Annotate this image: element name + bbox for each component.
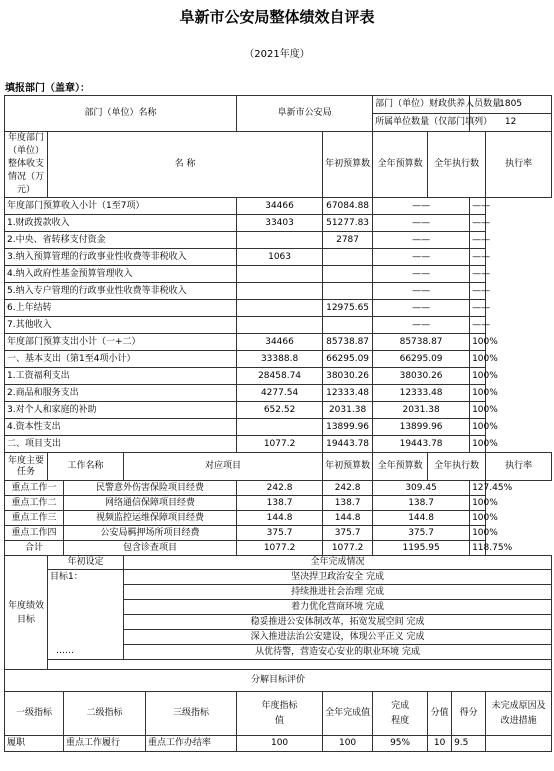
budget-header-full: 全年预算数 — [373, 132, 428, 198]
goals-section-label: 年度绩效目标 — [5, 556, 48, 670]
budget-header-executed: 全年执行数 — [428, 132, 486, 198]
task-row-project: 视频监控运维保障项目经费 — [64, 511, 237, 526]
budget-row-executed: —— — [373, 215, 470, 232]
ind-header-level3: 三级指标 — [146, 692, 237, 736]
task-row-work: 重点工作一 — [5, 481, 64, 496]
budget-row-initial: 34466 — [237, 334, 323, 351]
budget-row-rate: —— — [470, 198, 486, 215]
task-row-full: 242.8 — [323, 481, 373, 496]
budget-row-full: 67084.88 — [323, 198, 373, 215]
budget-row-executed: 66295.09 — [373, 351, 470, 368]
indicator-row — [5, 736, 552, 752]
ind-level2: 重点工作履行 — [64, 736, 146, 752]
unit-count-label: 所属单位数量（仅部门填列） — [373, 114, 470, 132]
fill-department-label: 填报部门（盖章）： — [5, 83, 90, 94]
budget-row-rate: —— — [470, 317, 486, 334]
report-year: （2021年度） — [244, 49, 310, 60]
task-row-project: 包含诊查项目 — [64, 541, 237, 556]
tasks-header-full: 全年预算数 — [373, 453, 428, 481]
task-row-initial: 138.7 — [237, 496, 323, 511]
budget-row — [5, 419, 552, 436]
budget-row-executed: —— — [373, 317, 470, 334]
budget-header-initial: 年初预算数 — [323, 132, 373, 198]
ind-header-score: 得分 — [452, 692, 486, 736]
budget-row-executed: —— — [373, 232, 470, 249]
budget-row-executed: —— — [373, 300, 470, 317]
task-row-initial: 144.8 — [237, 511, 323, 526]
goal-line: 深入推进法治公安建设，体现公平正义 完成 — [124, 630, 552, 645]
budget-row-name: 3.纳入预算管理的行政事业性收费等非税收入 — [5, 249, 237, 266]
task-row-rate: 100% — [470, 526, 486, 541]
budget-row-name: 5.纳入专户管理的行政事业性收费等非税收入 — [5, 283, 237, 300]
budget-row — [5, 402, 552, 419]
ind-degree: 95% — [373, 736, 428, 752]
task-row-initial: 375.7 — [237, 526, 323, 541]
budget-row-name: 1.财政拨款收入 — [5, 215, 237, 232]
budget-row-initial: 28458.74 — [237, 368, 323, 385]
budget-row-name: 6.上年结转 — [5, 300, 237, 317]
ind-header-actual: 全年完成值 — [323, 692, 373, 736]
task-row-full: 375.7 — [323, 526, 373, 541]
page-title: 阜新市公安局整体绩效自评表 — [179, 8, 375, 26]
task-row-executed: 375.7 — [373, 526, 470, 541]
budget-row-name: 4.纳入政府性基金预算管理收入 — [5, 266, 237, 283]
task-row-project: 公安局羁押场所项目经费 — [64, 526, 237, 541]
task-row — [5, 541, 552, 556]
ind-header-level1: 一级指标 — [5, 692, 64, 736]
goals-header-completion: 全年完成情况 — [124, 556, 552, 570]
tasks-header-executed: 全年执行数 — [428, 453, 486, 481]
budget-row-executed: 2031.38 — [373, 402, 470, 419]
ind-header-reason: 未完成原因及改进措施 — [486, 692, 552, 736]
budget-row-executed: 85738.87 — [373, 334, 470, 351]
budget-row-rate: 100% — [470, 436, 486, 453]
budget-row-rate: —— — [470, 232, 486, 249]
goals-header-initial: 年初设定 — [48, 556, 124, 570]
budget-row-name: 2.商品和服务支出 — [5, 385, 237, 402]
budget-row — [5, 317, 552, 334]
task-row-rate: 100% — [470, 511, 486, 526]
ind-level3: 重点工作办结率 — [146, 736, 237, 752]
budget-row — [5, 351, 552, 368]
task-row-executed: 144.8 — [373, 511, 470, 526]
ind-header-level2: 二级指标 — [64, 692, 146, 736]
budget-row-rate: —— — [470, 249, 486, 266]
task-row-rate: 127.45% — [470, 481, 486, 496]
task-row-project: 民警意外伤害保险项目经费 — [64, 481, 237, 496]
budget-row-rate: —— — [470, 300, 486, 317]
task-row-work: 重点工作四 — [5, 526, 64, 541]
budget-row-initial — [237, 419, 323, 436]
budget-row-initial: 33388.8 — [237, 351, 323, 368]
budget-row-rate: —— — [470, 283, 486, 300]
budget-row-executed: 13899.96 — [373, 419, 470, 436]
budget-section-label: 年度部门（单位）整体收支情况（万元） — [5, 132, 48, 198]
dept-name-label: 部门（单位）名称 — [5, 96, 237, 132]
budget-row-rate: 100% — [470, 351, 486, 368]
budget-row-rate: 100% — [470, 334, 486, 351]
budget-row — [5, 249, 552, 266]
budget-row-executed: 19443.78 — [373, 436, 470, 453]
budget-row-full — [323, 249, 373, 266]
goal-line: 从优待警，营造安心安业的职业环境 完成 — [124, 645, 552, 660]
budget-row — [5, 385, 552, 402]
goal-line: 持续推进社会治理 完成 — [124, 585, 552, 600]
tasks-section-label: 年度主要任务 — [5, 453, 48, 481]
task-row — [5, 496, 552, 511]
goal-line: 稳妥推进公安体制改革，拓宽发展空间 完成 — [124, 615, 552, 630]
budget-row-initial: 1077.2 — [237, 436, 323, 453]
staff-count-label: 部门（单位）财政供养人员数量 — [373, 96, 470, 114]
budget-row — [5, 436, 552, 453]
budget-row-initial — [237, 232, 323, 249]
budget-row-executed: 12333.48 — [373, 385, 470, 402]
budget-row-rate: —— — [470, 215, 486, 232]
budget-row-name: 年度部门预算收入小计（1至7项） — [5, 198, 237, 215]
budget-row-full: 12975.65 — [323, 300, 373, 317]
budget-row-initial: 4277.54 — [237, 385, 323, 402]
budget-header-name: 名 称 — [48, 132, 323, 198]
budget-row-executed: —— — [373, 283, 470, 300]
budget-row-executed: —— — [373, 198, 470, 215]
budget-header-rate: 执行率 — [486, 132, 552, 198]
budget-row-name: 7.其他收入 — [5, 317, 237, 334]
task-row — [5, 511, 552, 526]
task-row-rate: 100% — [470, 496, 486, 511]
task-row-full: 144.8 — [323, 511, 373, 526]
task-row-full: 138.7 — [323, 496, 373, 511]
goal-target-label: 目标1： — [48, 570, 124, 585]
goal-ellipsis: …… — [48, 645, 124, 660]
budget-row-rate: 100% — [470, 402, 486, 419]
budget-row-rate: 100% — [470, 385, 486, 402]
task-row-work: 重点工作二 — [5, 496, 64, 511]
budget-row-rate: 100% — [470, 419, 486, 436]
task-row-work: 重点工作三 — [5, 511, 64, 526]
budget-row-executed: 38030.26 — [373, 368, 470, 385]
budget-row-name: 1.工资福利支出 — [5, 368, 237, 385]
budget-row-full: 85738.87 — [323, 334, 373, 351]
tasks-header-project: 对应项目 — [124, 453, 323, 481]
budget-row-full: 51277.83 — [323, 215, 373, 232]
budget-row-full: 13899.96 — [323, 419, 373, 436]
budget-row-initial — [237, 300, 323, 317]
budget-row-name: 一、基本支出（第1至4项小计） — [5, 351, 237, 368]
budget-row — [5, 198, 552, 215]
budget-row-rate: 100% — [470, 368, 486, 385]
budget-row-initial — [237, 283, 323, 300]
budget-row-executed: —— — [373, 249, 470, 266]
tasks-header-initial: 年初预算数 — [323, 453, 373, 481]
task-row — [5, 526, 552, 541]
budget-row — [5, 283, 552, 300]
task-row-initial: 242.8 — [237, 481, 323, 496]
goal-line: 着力优化营商环境 完成 — [124, 600, 552, 615]
task-row-work: 合计 — [5, 541, 64, 556]
ind-reason — [486, 736, 552, 752]
budget-row-initial: 652.52 — [237, 402, 323, 419]
budget-row-full: 66295.09 — [323, 351, 373, 368]
task-row-project: 网络通信保障项目经费 — [64, 496, 237, 511]
task-row-executed: 309.45 — [373, 481, 470, 496]
ind-score: 9.5 — [452, 736, 486, 752]
task-row-executed: 1195.95 — [373, 541, 470, 556]
budget-row-full: 38030.26 — [323, 368, 373, 385]
budget-row — [5, 368, 552, 385]
ind-actual: 100 — [323, 736, 373, 752]
self-evaluation-table — [4, 95, 552, 752]
task-row — [5, 481, 552, 496]
task-row-executed: 138.7 — [373, 496, 470, 511]
budget-row-full: 19443.78 — [323, 436, 373, 453]
budget-row — [5, 215, 552, 232]
dept-name-value: 阜新市公安局 — [237, 96, 373, 132]
budget-row-name: 2.中央、省转移支付资金 — [5, 232, 237, 249]
task-row-rate: 118.75% — [470, 541, 486, 556]
budget-row-full — [323, 266, 373, 283]
budget-row-full: 2787 — [323, 232, 373, 249]
budget-row-executed: —— — [373, 266, 470, 283]
budget-row-initial: 34466 — [237, 198, 323, 215]
task-row-full: 1077.2 — [323, 541, 373, 556]
budget-row-initial: 1063 — [237, 249, 323, 266]
budget-row-rate: —— — [470, 266, 486, 283]
budget-row — [5, 300, 552, 317]
tasks-header-work: 工作名称 — [48, 453, 124, 481]
budget-row — [5, 266, 552, 283]
budget-row-name: 年度部门预算支出小计（一+二） — [5, 334, 237, 351]
budget-row-initial: 33403 — [237, 215, 323, 232]
budget-row-name: 二、项目支出 — [5, 436, 237, 453]
ind-header-target: 年度指标值 — [237, 692, 323, 736]
budget-row — [5, 232, 552, 249]
budget-row-full: 2031.38 — [323, 402, 373, 419]
staff-count-value: 1805 — [470, 96, 552, 114]
budget-row-full: 12333.48 — [323, 385, 373, 402]
indicator-section-title: 分解目标评价 — [5, 670, 552, 692]
ind-target: 100 — [237, 736, 323, 752]
budget-row-initial — [237, 317, 323, 334]
budget-row-initial — [237, 266, 323, 283]
task-row-initial: 1077.2 — [237, 541, 323, 556]
budget-row-name: 4.资本性支出 — [5, 419, 237, 436]
ind-level1: 履职 — [5, 736, 64, 752]
tasks-header-rate: 执行率 — [486, 453, 552, 481]
budget-row-full — [323, 283, 373, 300]
budget-row-name: 3.对个人和家庭的补助 — [5, 402, 237, 419]
budget-row — [5, 334, 552, 351]
ind-header-score-value: 分值 — [428, 692, 452, 736]
ind-header-degree: 完成程度 — [373, 692, 428, 736]
budget-row-full — [323, 317, 373, 334]
goal-line: 坚决捍卫政治安全 完成 — [124, 570, 552, 585]
ind-score-value: 10 — [428, 736, 452, 752]
unit-count-value: 12 — [470, 114, 552, 132]
